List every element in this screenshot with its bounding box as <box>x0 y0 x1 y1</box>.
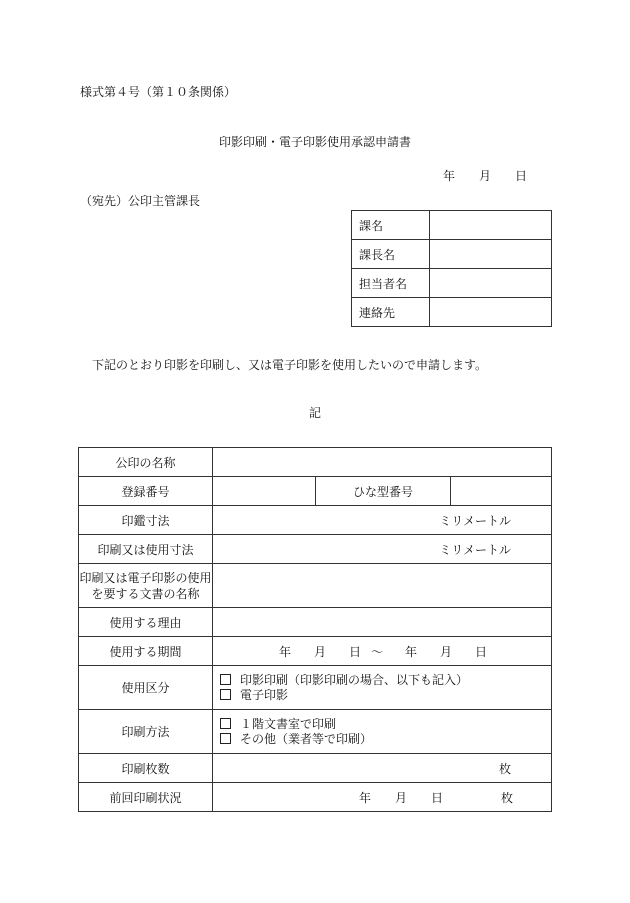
period-year-1: 年 <box>279 644 292 659</box>
previous-print-label: 前回印刷状況 <box>79 783 213 812</box>
previous-month: 月 <box>395 790 408 805</box>
usage-option-print[interactable] <box>220 673 551 688</box>
contact-field[interactable] <box>430 298 552 327</box>
period-field[interactable] <box>213 637 552 666</box>
table-row <box>352 240 552 269</box>
table-row <box>79 783 552 812</box>
ki-heading: 記 <box>308 406 321 420</box>
period-day-1: 日 <box>349 644 362 659</box>
document-name-field[interactable] <box>213 564 552 608</box>
seal-size-label: 印鑑寸法 <box>79 506 213 535</box>
manager-name-field[interactable] <box>430 240 552 269</box>
print-copies-label: 印刷枚数 <box>79 754 213 783</box>
reason-label: 使用する理由 <box>79 608 213 637</box>
period-year-2: 年 <box>405 644 418 659</box>
usage-option-print-label: 印影印刷（印影印刷の場合、以下も記入） <box>240 672 469 687</box>
method-option-other-label: その他（業者等で印刷） <box>240 731 373 746</box>
table-row <box>79 754 552 783</box>
table-row <box>352 298 552 327</box>
print-size-unit: ミリメートル <box>439 542 511 557</box>
table-row <box>79 477 552 506</box>
table-row <box>79 666 552 710</box>
person-in-charge-label: 担当者名 <box>352 269 430 298</box>
hinagata-number-field[interactable] <box>451 477 552 506</box>
usage-option-electronic-label: 電子印影 <box>240 687 289 702</box>
seal-size-unit: ミリメートル <box>439 513 511 528</box>
table-row <box>79 535 552 564</box>
seal-name-label: 公印の名称 <box>79 448 213 477</box>
print-method-options <box>213 710 552 754</box>
print-size-field[interactable] <box>213 535 552 564</box>
table-row <box>79 608 552 637</box>
dept-name-label: 課名 <box>352 211 430 240</box>
table-row <box>79 506 552 535</box>
hinagata-number-label: ひな型番号 <box>316 477 451 506</box>
previous-unit: 枚 <box>501 790 514 805</box>
previous-print-field[interactable] <box>213 783 552 812</box>
date-day: 日 <box>515 169 528 183</box>
form-number: 様式第４号（第１０条関係） <box>80 85 237 99</box>
print-method-label: 印刷方法 <box>79 710 213 754</box>
table-row <box>79 637 552 666</box>
table-row <box>79 564 552 608</box>
previous-year: 年 <box>359 790 372 805</box>
usage-option-electronic[interactable] <box>220 688 551 703</box>
application-table <box>78 447 552 812</box>
table-row <box>352 211 552 240</box>
seal-size-field[interactable] <box>213 506 552 535</box>
usage-category-options <box>213 666 552 710</box>
checkbox-icon[interactable] <box>220 718 231 729</box>
reason-field[interactable] <box>213 608 552 637</box>
table-row <box>352 269 552 298</box>
period-tilde: 〜 <box>371 644 384 659</box>
table-row <box>79 448 552 477</box>
document-name-label: 印刷又は電子印影の使用を要する文書の名称 <box>79 564 213 608</box>
contact-label: 連絡先 <box>352 298 430 327</box>
method-option-office-label: １階文書室で印刷 <box>240 716 337 731</box>
checkbox-icon[interactable] <box>220 674 231 685</box>
period-month-1: 月 <box>314 644 327 659</box>
addressee: （宛先）公印主管課長 <box>80 194 201 208</box>
method-option-other[interactable] <box>220 732 551 747</box>
previous-day: 日 <box>431 790 444 805</box>
date-line <box>443 167 527 184</box>
registration-number-label: 登録番号 <box>79 477 213 506</box>
manager-name-label: 課長名 <box>352 240 430 269</box>
date-year: 年 <box>443 169 456 183</box>
period-day-2: 日 <box>475 644 488 659</box>
checkbox-icon[interactable] <box>220 689 231 700</box>
document-title: 印影印刷・電子印影使用承認申請書 <box>218 135 411 149</box>
print-size-label: 印刷又は使用寸法 <box>79 535 213 564</box>
checkbox-icon[interactable] <box>220 733 231 744</box>
registration-number-field[interactable] <box>213 477 316 506</box>
dept-name-field[interactable] <box>430 211 552 240</box>
print-copies-field[interactable] <box>213 754 552 783</box>
seal-name-field[interactable] <box>213 448 552 477</box>
period-month-2: 月 <box>440 644 453 659</box>
table-row <box>79 710 552 754</box>
print-copies-unit: 枚 <box>498 761 511 776</box>
person-in-charge-field[interactable] <box>430 269 552 298</box>
applicant-table <box>351 210 552 327</box>
date-month: 月 <box>479 169 492 183</box>
period-label: 使用する期間 <box>79 637 213 666</box>
intro-text: 下記のとおり印影を印刷し、又は電子印影を使用したいので申請します。 <box>92 358 488 372</box>
method-option-office[interactable] <box>220 717 551 732</box>
usage-category-label: 使用区分 <box>79 666 213 710</box>
